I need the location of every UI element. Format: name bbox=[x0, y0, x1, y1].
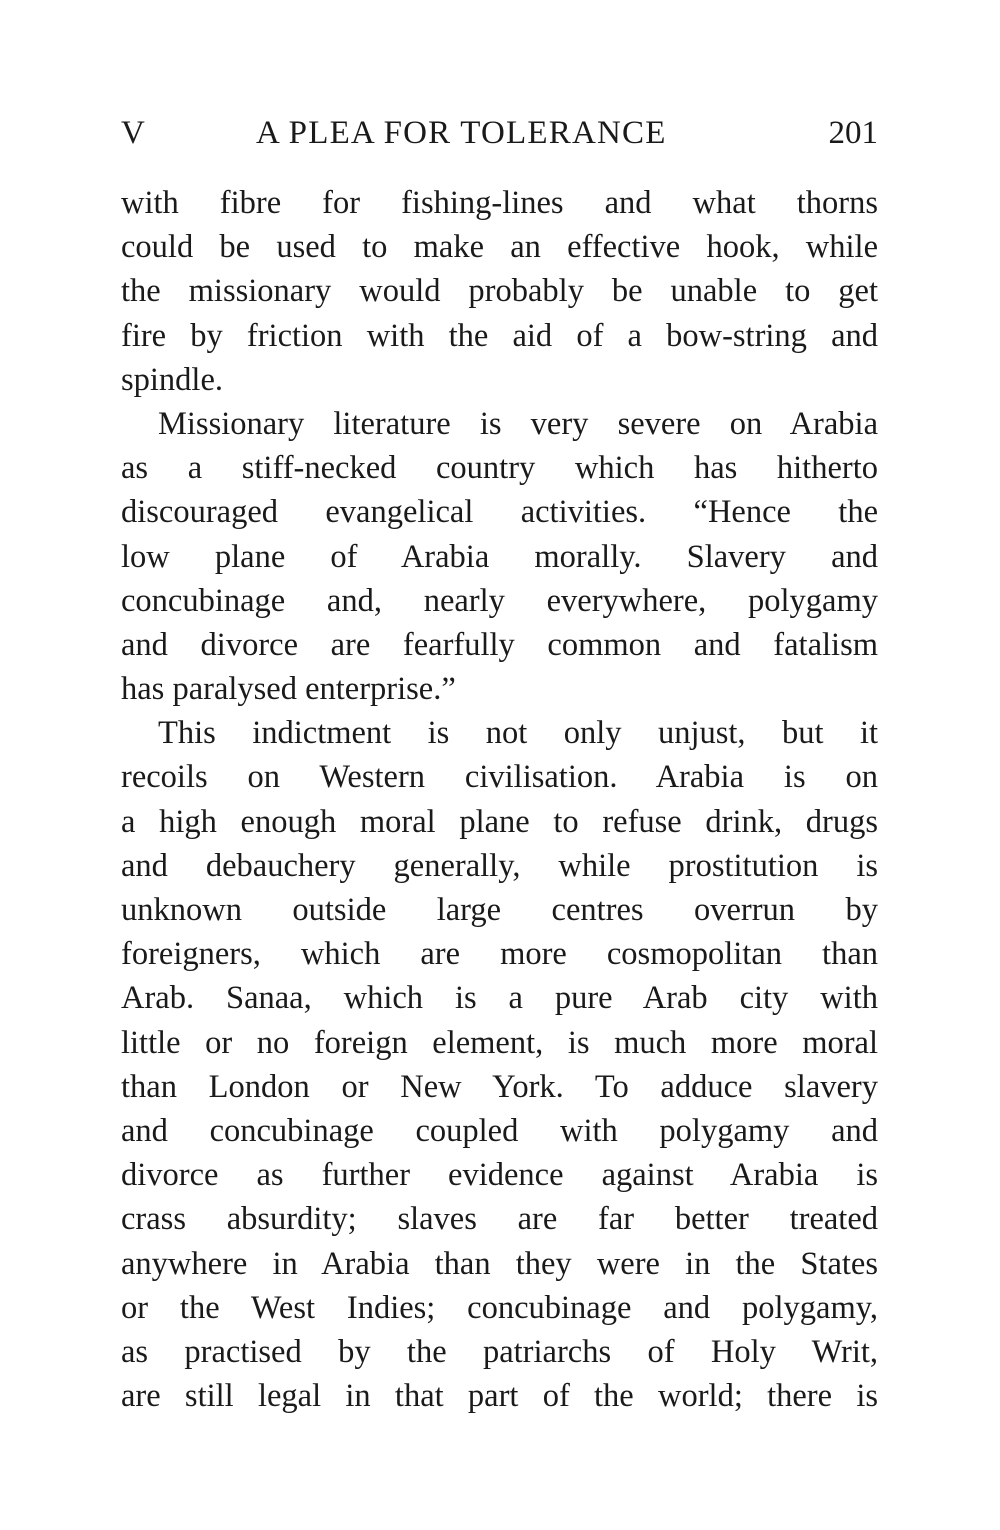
text-line: anywhere in Arabia than they were in the States bbox=[121, 1245, 878, 1282]
text-line: foreigners, which are more cosmopolitan than bbox=[121, 936, 878, 973]
text-line: unknown outside large centres overrun by bbox=[121, 892, 878, 928]
text-line: divorce as further evidence against Arabia is bbox=[121, 1157, 878, 1194]
text-line: has paralysed enterprise.” bbox=[121, 671, 456, 708]
body-text bbox=[121, 181, 878, 1418]
chapter-number: V bbox=[121, 115, 145, 151]
running-header bbox=[121, 110, 878, 156]
text-line: Missionary literature is very severe on Arabia bbox=[158, 405, 878, 442]
text-line: spindle. bbox=[121, 361, 224, 398]
text-line: and concubinage coupled with polygamy and bbox=[121, 1112, 878, 1149]
page-number: 201 bbox=[828, 115, 878, 151]
text-line: concubinage and, nearly everywhere, polygamy bbox=[121, 582, 878, 619]
text-line: are still legal in that part of the world; there is bbox=[121, 1378, 878, 1415]
text-line: Arab. Sanaa, which is a pure Arab city with bbox=[121, 980, 878, 1017]
text-line: could be used to make an effective hook, while bbox=[121, 229, 878, 266]
text-line: or the West Indies; concubinage and polygamy, bbox=[121, 1289, 878, 1326]
text-line: with fibre for fishing-lines and what thorns bbox=[121, 185, 878, 221]
text-line: recoils on Western civilisation. Arabia is on bbox=[121, 759, 878, 796]
text-line: little or no foreign element, is much more moral bbox=[121, 1024, 878, 1061]
text-line: fire by friction with the aid of a bow-string and bbox=[121, 317, 878, 354]
running-title: A PLEA FOR TOLERANCE bbox=[256, 115, 667, 151]
text-line: and divorce are fearfully common and fatalism bbox=[121, 626, 878, 663]
text-line: than London or New York. To adduce slavery bbox=[121, 1068, 878, 1105]
text-line: as practised by the patriarchs of Holy Writ, bbox=[121, 1333, 878, 1370]
text-line: crass absurdity; slaves are far better treated bbox=[121, 1201, 878, 1238]
text-line: as a stiff-necked country which has hitherto bbox=[121, 450, 878, 487]
text-line: and debauchery generally, while prostitution is bbox=[121, 847, 878, 884]
text-line: a high enough moral plane to refuse drink, drugs bbox=[121, 803, 878, 840]
text-line: the missionary would probably be unable to get bbox=[121, 273, 878, 310]
text-line: discouraged evangelical activities. “Hence the bbox=[121, 494, 878, 531]
text-line: low plane of Arabia morally. Slavery and bbox=[121, 538, 878, 575]
text-line: This indictment is not only unjust, but it bbox=[158, 715, 878, 752]
